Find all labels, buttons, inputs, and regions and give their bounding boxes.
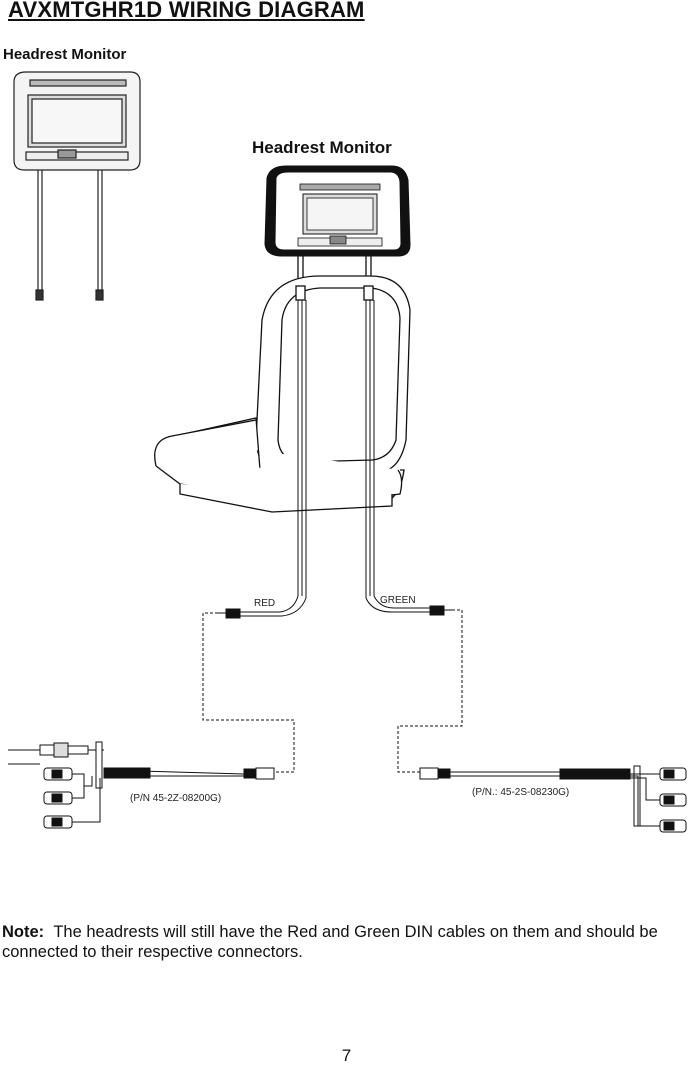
large-headrest-monitor [265,166,410,256]
note-lead: Note: [2,923,45,941]
right-harness [420,766,686,832]
red-cable-label: RED [254,598,276,609]
headrest-monitor-large-label: Headrest Monitor [252,138,392,157]
small-headrest-monitor [14,72,140,300]
vehicle-seat [155,256,410,598]
green-cable-label: GREEN [380,595,416,606]
note-text: The headrests will still have the Red and Green DIN cables on them and should be connected to their respective connectors. [2,923,658,961]
installation-note [2,922,692,962]
page-number: 7 [341,1046,352,1065]
headrest-monitor-small-label: Headrest Monitor [3,46,127,63]
right-part-number: (P/N.: 45-2S-08230G) [472,787,570,798]
left-part-number: (P/N 45-2Z-08200G) [130,793,222,804]
left-harness [8,742,274,828]
diagram-title: AVXMTGHR1D WIRING DIAGRAM [8,0,365,22]
dashed-connections [203,610,462,772]
